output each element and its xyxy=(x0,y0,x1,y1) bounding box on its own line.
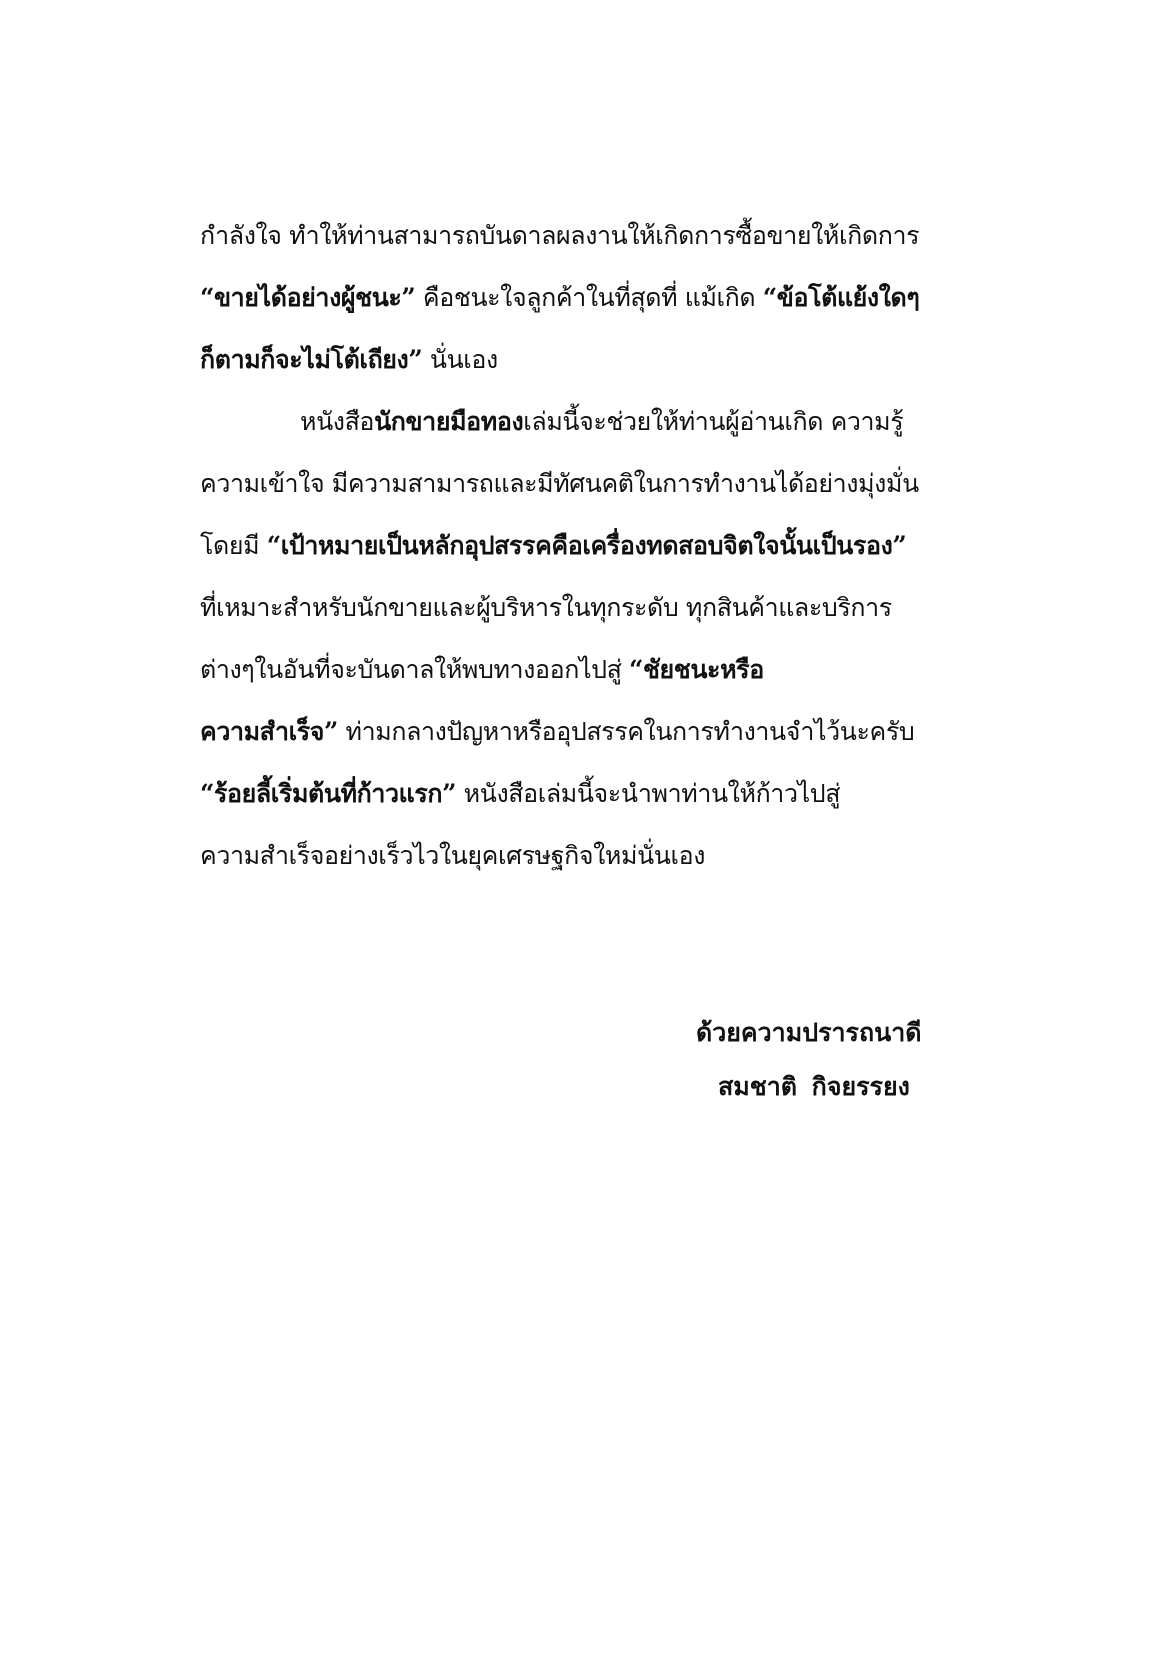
text-line-1 xyxy=(200,205,980,267)
quote-sell-like-winner: “ขายได้อย่างผู้ชนะ” xyxy=(200,283,416,312)
text-segment: กำลังใจ ทำให้ท่านสามารถบันดาลผลงานให้เกิดการซื้อขายให้เกิดการ xyxy=(200,221,920,250)
text-line-7 xyxy=(200,577,980,639)
text-line-9 xyxy=(200,701,980,763)
quote-any-objection: “ข้อโต้แย้งใดๆ xyxy=(762,283,920,312)
quote-no-argument: ก็ตามก็จะไม่โต้เถียง” xyxy=(200,345,423,374)
text-segment: เล่มนี้จะช่วยให้ท่านผู้อ่านเกิด ความรู้ xyxy=(523,407,904,436)
quote-goal-principle: “เป้าหมายเป็นหลักอุปสรรคคือเครื่องทดสอบจิตใจนั้นเป็นรอง” xyxy=(266,531,907,560)
text-segment: โดยมี xyxy=(200,531,267,560)
closing-phrase: ด้วยความปรารถนาดี xyxy=(696,1018,922,1047)
text-line-4 xyxy=(200,391,980,453)
text-segment: หนังสือเล่มนี้จะนำพาท่านให้ก้าวไปสู่ xyxy=(456,779,841,808)
text-line-2 xyxy=(200,267,980,329)
text-segment: นั่นเอง xyxy=(422,345,498,374)
body-paragraphs xyxy=(200,205,980,887)
text-line-11 xyxy=(200,825,980,887)
quote-victory-end: ความสำเร็จ” xyxy=(200,717,338,746)
text-segment: ที่เหมาะสำหรับนักขายและผู้บริหารในทุกระดับ ทุกสินค้าและบริการ xyxy=(200,593,892,622)
quote-victory-start: “ชัยชนะหรือ xyxy=(629,655,764,684)
text-segment: หนังสือ xyxy=(300,407,375,436)
text-segment: คือชนะใจลูกค้าในที่สุดที่ แม้เกิด xyxy=(415,283,763,312)
signature-block xyxy=(696,1006,976,1114)
text-line-8 xyxy=(200,639,980,701)
text-segment: ความเข้าใจ มีความสามารถและมีทัศนคติในการทำงานได้อย่างมุ่งมั่น xyxy=(200,469,919,498)
text-line-3 xyxy=(200,329,980,391)
text-segment: ต่างๆในอันที่จะบันดาลให้พบทางออกไปสู่ xyxy=(200,655,629,684)
text-segment: ความสำเร็จอย่างเร็วไวในยุคเศรษฐกิจใหม่นั่นเอง xyxy=(200,841,706,870)
book-title: นักขายมือทอง xyxy=(374,407,524,436)
author-name: สมชาติ กิจยรรยง xyxy=(718,1072,910,1101)
text-segment: ท่ามกลางปัญหาหรืออุปสรรคในการทำงานจำไว้นะครับ xyxy=(337,717,915,746)
text-line-6 xyxy=(200,515,980,577)
text-line-10 xyxy=(200,763,980,825)
text-line-5 xyxy=(200,453,980,515)
quote-first-step: “ร้อยลี้เริ่มต้นที่ก้าวแรก” xyxy=(200,779,457,808)
